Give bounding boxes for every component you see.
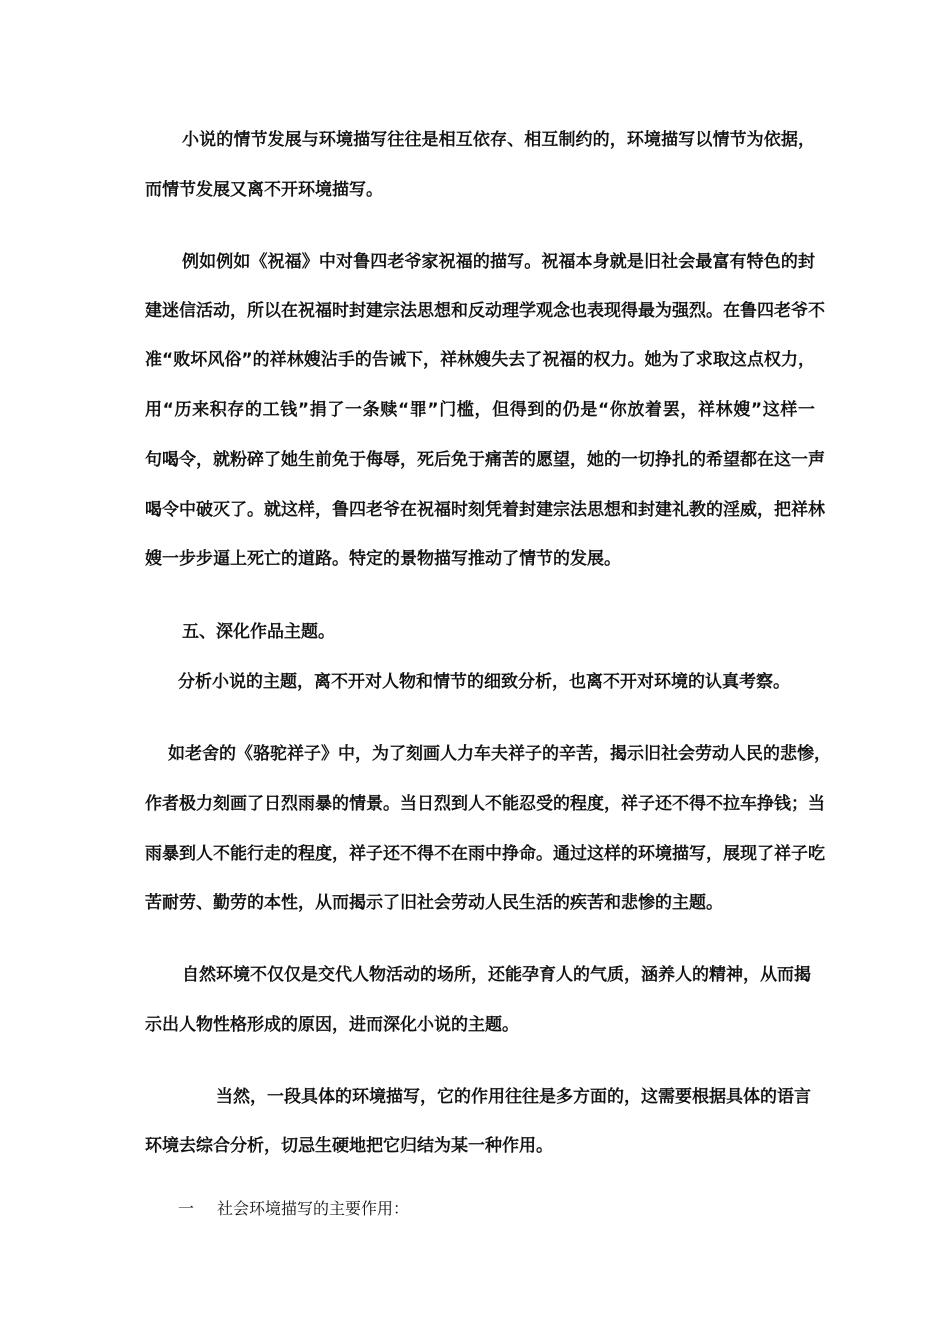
text-line: 分析小说的主题，离不开对人物和情节的细致分析，也离不开对环境的认真考察。	[178, 672, 790, 692]
text-line: 例如例如《祝福》中对鲁四老爷家祝福的描写。祝福本身就是旧社会最富有特色的封	[182, 252, 815, 272]
text-line: 用“历来积存的工钱”捐了一条赎“罪”门槛，但得到的仍是“你放着罢，祥林嫂”这样一	[145, 400, 815, 420]
text-line: 如老舍的《骆驼祥子》中，为了刻画人力车夫祥子的辛苦，揭示旧社会劳动人民的悲惨，	[168, 744, 831, 764]
text-line: 当然，一段具体的环境描写，它的作用往往是多方面的，这需要根据具体的语言	[216, 1087, 811, 1107]
text-line: 作者极力刻画了日烈雨暴的情景。当日烈到人不能忍受的程度，祥子还不得不拉车挣钱；当	[145, 794, 825, 814]
text-line: 句喝令，就粉碎了她生前免于侮辱，死后免于痛苦的愿望，她的一切挣扎的希望都在这一声	[145, 450, 825, 470]
text-line: 准“败坏风俗”的祥林嫂沾手的告诫下，祥林嫂失去了祝福的权力。她为了求取这点权力，	[145, 350, 815, 370]
list-item-text: 社会环境描写的主要作用：	[217, 1199, 410, 1218]
text-line: 喝令中破灭了。就这样，鲁四老爷在祝福时刻凭着封建宗法思想和封建礼教的淫威，把祥林	[145, 500, 825, 520]
text-line: 雨暴到人不能行走的程度，祥子还不得不在雨中挣命。通过这样的环境描写，展现了祥子吃	[145, 844, 825, 864]
text-line: 小说的情节发展与环境描写往往是相互依存、相互制约的，环境描写以情节为依据，	[182, 130, 815, 150]
text-line: 而情节发展又离不开环境描写。	[145, 180, 383, 200]
text-line: 嫂一步步逼上死亡的道路。特定的景物描写推动了情节的发展。	[145, 549, 621, 569]
text-line: 建迷信活动，所以在祝福时封建宗法思想和反动理学观念也表现得最为强烈。在鲁四老爷不	[145, 301, 825, 321]
section-heading: 五、深化作品主题。	[182, 622, 335, 642]
text-line: 自然环境不仅仅是交代人物活动的场所，还能孕育人的气质，涵养人的精神，从而揭	[182, 965, 811, 985]
list-marker: 一	[178, 1199, 195, 1218]
text-line: 环境去综合分析，切忌生硬地把它归结为某一种作用。	[145, 1136, 553, 1156]
text-line: 苦耐劳、勤劳的本性，从而揭示了旧社会劳动人民生活的疾苦和悲惨的主题。	[145, 893, 723, 913]
text-line: 示出人物性格形成的原因，进而深化小说的主题。	[145, 1015, 519, 1035]
